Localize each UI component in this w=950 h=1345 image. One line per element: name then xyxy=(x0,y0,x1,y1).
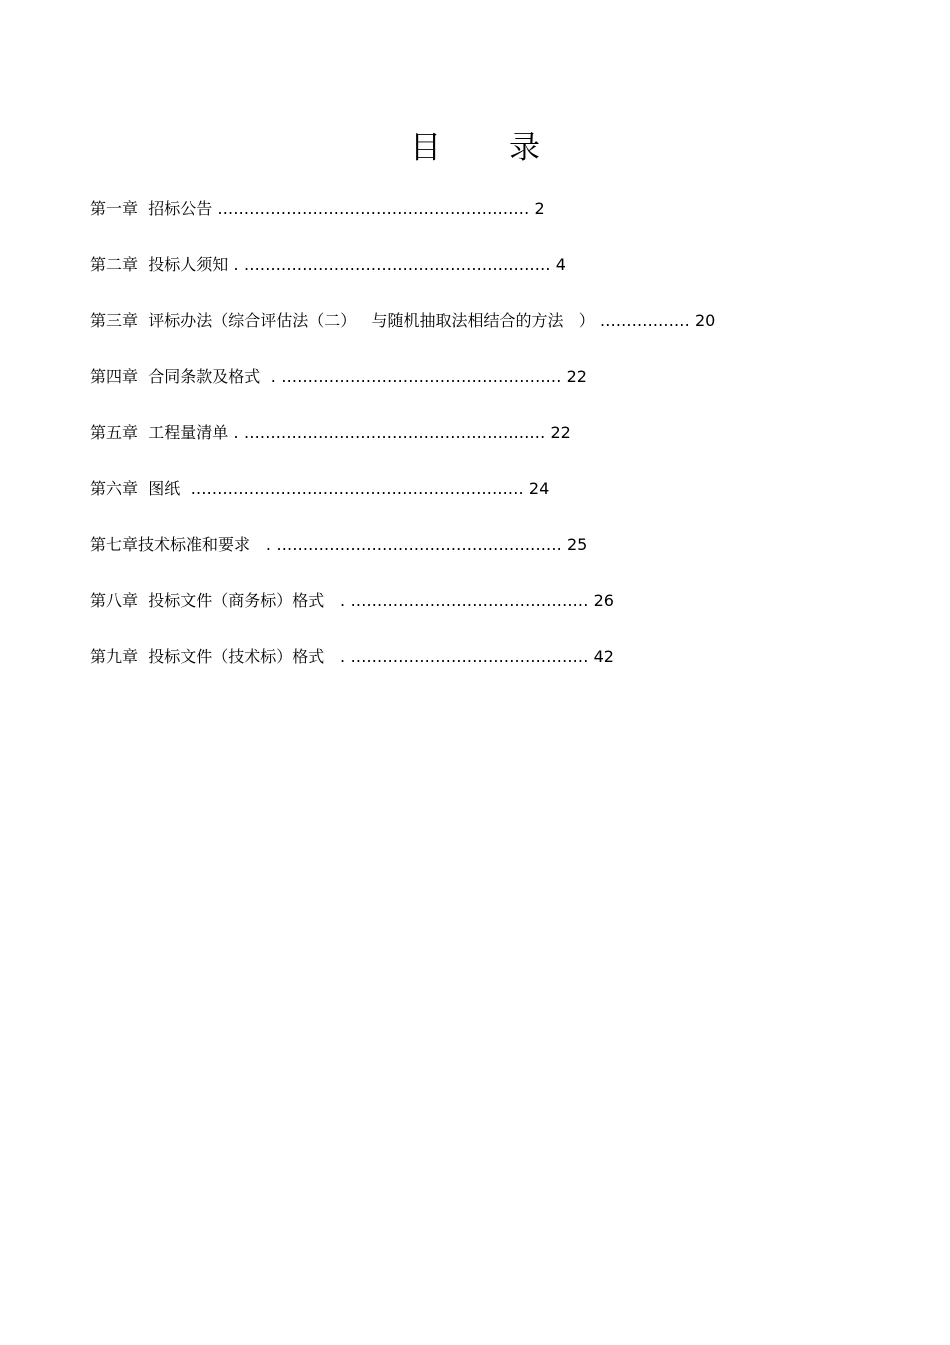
toc-chapter-number: 第二章 xyxy=(90,255,139,274)
toc-leader-dots: ........................................................... xyxy=(212,199,530,218)
toc-chapter-title: 技术标准和要求 xyxy=(138,535,251,554)
toc-leader-dots: . ......................................................... xyxy=(228,423,546,442)
toc-chapter-number: 第六章 xyxy=(90,479,139,498)
table-of-contents xyxy=(90,196,715,700)
toc-leader-dots: ............................................................... xyxy=(180,479,524,498)
toc-entry-chapter-2[interactable] xyxy=(90,252,715,308)
toc-heading-char-2: 录 xyxy=(509,130,540,166)
toc-leader-dots: . ..................................................... xyxy=(260,367,562,386)
toc-entry-chapter-9[interactable] xyxy=(90,644,715,700)
toc-entry-chapter-7[interactable] xyxy=(90,532,715,588)
toc-page-number: 26 xyxy=(588,591,614,610)
toc-leader-dots: . ...................................................... xyxy=(250,535,562,554)
toc-chapter-title: 合同条款及格式 xyxy=(148,367,261,386)
toc-page-number: 22 xyxy=(545,423,571,442)
toc-heading xyxy=(0,126,950,170)
toc-entry-chapter-3[interactable] xyxy=(90,308,715,364)
toc-heading-char-1: 目 xyxy=(410,130,441,166)
toc-entry-chapter-6[interactable] xyxy=(90,476,715,532)
toc-page-number: 4 xyxy=(550,255,566,274)
toc-chapter-title: 招标公告 xyxy=(148,199,213,218)
toc-chapter-title: 工程量清单 xyxy=(148,423,229,442)
toc-page-number: 24 xyxy=(523,479,550,498)
toc-page-number: 20 xyxy=(689,311,716,330)
toc-chapter-title: 投标人须知 xyxy=(148,255,229,274)
toc-chapter-number: 第四章 xyxy=(90,367,139,386)
toc-chapter-number: 第三章 xyxy=(90,311,139,330)
toc-leader-dots: . .......................................................... xyxy=(228,255,551,274)
toc-chapter-number: 第五章 xyxy=(90,423,139,442)
toc-page-number: 25 xyxy=(561,535,588,554)
toc-chapter-title: 投标文件（技术标）格式 xyxy=(148,647,325,666)
toc-chapter-title: 图纸 xyxy=(148,479,181,498)
toc-entry-chapter-5[interactable] xyxy=(90,420,715,476)
toc-entry-chapter-4[interactable] xyxy=(90,364,715,420)
toc-chapter-number: 第八章 xyxy=(90,591,139,610)
toc-chapter-title: 投标文件（商务标）格式 xyxy=(148,591,325,610)
toc-leader-dots: . ............................................. xyxy=(324,647,589,666)
toc-chapter-number: 第九章 xyxy=(90,647,139,666)
toc-page-number: 42 xyxy=(588,647,614,666)
toc-chapter-number: 第七章 xyxy=(90,535,139,554)
toc-entry-chapter-8[interactable] xyxy=(90,588,715,644)
toc-page-number: 2 xyxy=(529,199,545,218)
toc-chapter-title: 评标办法（综合评估法（二） 与随机抽取法相结合的方法 ） xyxy=(148,311,595,330)
toc-leader-dots: . ............................................. xyxy=(324,591,589,610)
toc-entry-chapter-1[interactable] xyxy=(90,196,715,252)
toc-chapter-number: 第一章 xyxy=(90,199,139,218)
toc-leader-dots: ................. xyxy=(594,311,690,330)
toc-page-number: 22 xyxy=(561,367,587,386)
